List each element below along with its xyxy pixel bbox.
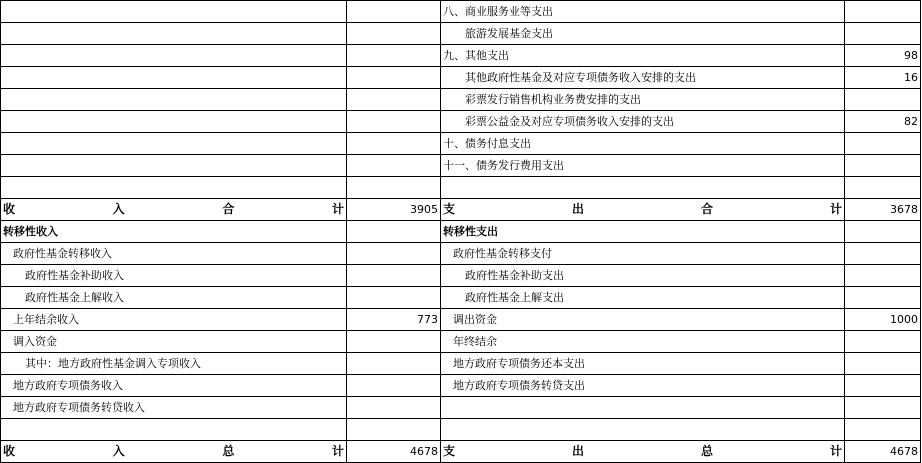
expense-item-label[interactable]: 旅游发展基金支出 xyxy=(441,23,845,45)
income-item-label[interactable] xyxy=(1,67,347,89)
expense-item-value[interactable] xyxy=(845,375,921,397)
expense-total-value[interactable]: 4678 xyxy=(845,441,921,463)
expense-item-label[interactable] xyxy=(441,177,845,199)
table-row xyxy=(1,45,921,67)
total-label-char: 出 xyxy=(571,444,584,458)
expense-item-value[interactable]: 82 xyxy=(845,111,921,133)
income-item-label[interactable] xyxy=(1,133,347,155)
expense-item-value[interactable] xyxy=(845,1,921,23)
total-row xyxy=(1,441,921,463)
expense-item-label[interactable]: 彩票发行销售机构业务费安排的支出 xyxy=(441,89,845,111)
income-total-label[interactable] xyxy=(1,441,347,463)
total-label-char: 计 xyxy=(829,202,842,216)
total-label-char: 出 xyxy=(571,202,584,216)
table-row xyxy=(1,353,921,375)
table-row xyxy=(1,243,921,265)
expense-item-label[interactable]: 转移性支出 xyxy=(441,221,845,243)
expense-item-value[interactable] xyxy=(845,353,921,375)
table-row xyxy=(1,133,921,155)
total-label-char: 入 xyxy=(112,444,125,458)
income-item-label[interactable]: 转移性收入 xyxy=(1,221,347,243)
expense-item-label[interactable]: 十一、债务发行费用支出 xyxy=(441,155,845,177)
table-row xyxy=(1,265,921,287)
table-row xyxy=(1,287,921,309)
income-item-label[interactable]: 政府性基金补助收入 xyxy=(1,265,347,287)
table-row xyxy=(1,331,921,353)
income-item-value[interactable] xyxy=(347,243,441,265)
income-item-value[interactable] xyxy=(347,221,441,243)
income-item-value[interactable] xyxy=(347,111,441,133)
expense-item-value[interactable] xyxy=(845,243,921,265)
income-total-value[interactable]: 4678 xyxy=(347,441,441,463)
income-item-label[interactable] xyxy=(1,419,347,441)
table-row xyxy=(1,111,921,133)
income-item-label[interactable] xyxy=(1,23,347,45)
expense-item-value[interactable] xyxy=(845,177,921,199)
income-item-value[interactable] xyxy=(347,177,441,199)
expense-item-value[interactable]: 16 xyxy=(845,67,921,89)
expense-item-value[interactable]: 1000 xyxy=(845,309,921,331)
table-row xyxy=(1,155,921,177)
expense-item-value[interactable] xyxy=(845,89,921,111)
income-item-label[interactable] xyxy=(1,1,347,23)
expense-item-label[interactable]: 九、其他支出 xyxy=(441,45,845,67)
expense-item-label[interactable] xyxy=(441,397,845,419)
table-row xyxy=(1,1,921,23)
income-item-value[interactable] xyxy=(347,1,441,23)
total-label-char: 总 xyxy=(700,444,713,458)
income-total-label[interactable] xyxy=(1,199,347,221)
expense-item-label[interactable]: 政府性基金补助支出 xyxy=(441,265,845,287)
total-label-char: 支 xyxy=(443,202,456,216)
total-label-char: 收 xyxy=(3,444,16,458)
expense-item-label[interactable]: 十、债务付息支出 xyxy=(441,133,845,155)
income-item-label[interactable] xyxy=(1,177,347,199)
expense-total-label[interactable] xyxy=(441,199,845,221)
expense-item-value[interactable] xyxy=(845,397,921,419)
expense-item-label[interactable]: 政府性基金上解支出 xyxy=(441,287,845,309)
income-item-value[interactable] xyxy=(347,155,441,177)
income-item-value[interactable] xyxy=(347,419,441,441)
income-item-label[interactable] xyxy=(1,45,347,67)
expense-item-label[interactable]: 年终结余 xyxy=(441,331,845,353)
income-item-label[interactable] xyxy=(1,155,347,177)
expense-item-value[interactable] xyxy=(845,23,921,45)
income-item-value[interactable]: 773 xyxy=(347,309,441,331)
expense-item-value[interactable] xyxy=(845,265,921,287)
budget-table-body xyxy=(1,1,921,463)
income-item-value[interactable] xyxy=(347,89,441,111)
expense-item-label[interactable] xyxy=(441,419,845,441)
income-item-value[interactable] xyxy=(347,265,441,287)
income-item-label[interactable] xyxy=(1,89,347,111)
expense-item-value[interactable] xyxy=(845,419,921,441)
income-item-value[interactable] xyxy=(347,353,441,375)
expense-item-label[interactable]: 政府性基金转移支付 xyxy=(441,243,845,265)
expense-item-value[interactable] xyxy=(845,287,921,309)
expense-item-label[interactable]: 其他政府性基金及对应专项债务收入安排的支出 xyxy=(441,67,845,89)
income-item-value[interactable] xyxy=(347,67,441,89)
income-item-value[interactable] xyxy=(347,331,441,353)
total-label-char: 支 xyxy=(443,444,456,458)
total-label-char: 收 xyxy=(3,202,16,216)
income-item-value[interactable] xyxy=(347,287,441,309)
expense-total-value[interactable]: 3678 xyxy=(845,199,921,221)
expense-item-value[interactable] xyxy=(845,221,921,243)
income-item-label[interactable]: 政府性基金转移收入 xyxy=(1,243,347,265)
table-row xyxy=(1,397,921,419)
total-label-char: 合 xyxy=(700,202,713,216)
expense-item-value[interactable] xyxy=(845,133,921,155)
income-item-value[interactable] xyxy=(347,375,441,397)
income-item-label[interactable]: 地方政府专项债务转贷收入 xyxy=(1,397,347,419)
table-row xyxy=(1,23,921,45)
table-row xyxy=(1,67,921,89)
total-label-char: 计 xyxy=(331,444,344,458)
total-label-char: 合 xyxy=(222,202,235,216)
expense-item-value[interactable]: 98 xyxy=(845,45,921,67)
table-row xyxy=(1,177,921,199)
expense-total-label[interactable] xyxy=(441,441,845,463)
expense-item-value[interactable] xyxy=(845,155,921,177)
table-row xyxy=(1,419,921,441)
expense-item-label[interactable]: 地方政府专项债务转贷支出 xyxy=(441,375,845,397)
income-item-label[interactable]: 地方政府专项债务收入 xyxy=(1,375,347,397)
expense-item-label[interactable]: 地方政府专项债务还本支出 xyxy=(441,353,845,375)
income-item-label[interactable]: 其中：地方政府性基金调入专项收入 xyxy=(1,353,347,375)
income-item-label[interactable]: 上年结余收入 xyxy=(1,309,347,331)
expense-item-label[interactable]: 八、商业服务业等支出 xyxy=(441,1,845,23)
income-item-value[interactable] xyxy=(347,133,441,155)
table-row xyxy=(1,89,921,111)
table-row xyxy=(1,375,921,397)
total-row xyxy=(1,199,921,221)
expense-item-value[interactable] xyxy=(845,331,921,353)
income-item-label[interactable]: 调入资金 xyxy=(1,331,347,353)
total-label-char: 总 xyxy=(222,444,235,458)
table-row xyxy=(1,309,921,331)
total-label-char: 入 xyxy=(112,202,125,216)
income-item-label[interactable]: 政府性基金上解收入 xyxy=(1,287,347,309)
income-item-label[interactable] xyxy=(1,111,347,133)
income-item-value[interactable] xyxy=(347,23,441,45)
income-item-value[interactable] xyxy=(347,397,441,419)
table-row xyxy=(1,221,921,243)
income-total-value[interactable]: 3905 xyxy=(347,199,441,221)
total-label-char: 计 xyxy=(829,444,842,458)
expense-item-label[interactable]: 彩票公益金及对应专项债务收入安排的支出 xyxy=(441,111,845,133)
income-item-value[interactable] xyxy=(347,45,441,67)
total-label-char: 计 xyxy=(331,202,344,216)
expense-item-label[interactable]: 调出资金 xyxy=(441,309,845,331)
